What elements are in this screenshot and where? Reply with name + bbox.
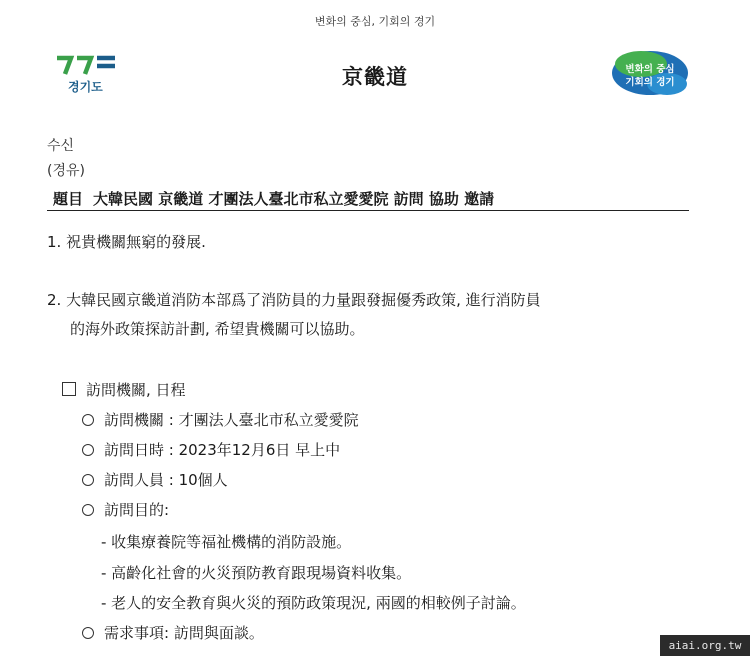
purpose-item: - 收集療養院等福祉機構的消防設施。: [101, 533, 352, 551]
badge-line-2: 기회의 경기: [625, 77, 675, 88]
subject-text: 大韓民國 京畿道 才團法人臺北市私立愛愛院 訪問 協助 邀請: [93, 190, 495, 208]
visit-item-text: 訪問目的:: [104, 501, 170, 519]
recipient-label: 수신: [47, 138, 75, 154]
purpose-item: - 老人的安全教育與火災的預防政策現況, 兩國的相較例子討論。: [101, 594, 526, 612]
document-title: 京畿道: [342, 65, 408, 89]
visit-item-text: 需求事項: 訪問與面談。: [104, 624, 264, 642]
circle-bullet-icon: [82, 444, 94, 456]
section-heading-text: 訪問機關, 日程: [86, 381, 186, 399]
circle-bullet-icon: [82, 414, 94, 426]
visit-item: [82, 499, 169, 520]
visit-item-text: 訪問機關 : 才團法人臺北市私立愛愛院: [104, 411, 359, 429]
subject-row: [47, 186, 689, 211]
checkbox-square-icon: [62, 382, 76, 396]
circle-bullet-icon: [82, 474, 94, 486]
visit-item-text: 訪問人員 : 10個人: [104, 471, 228, 489]
logo-text: 경기도: [68, 80, 103, 94]
visit-item-text: 訪問日時 : 2023年12月6日 早上中: [104, 441, 341, 459]
slogan-badge: [611, 50, 689, 96]
subject-label: 題目: [53, 190, 84, 208]
visit-item: [82, 439, 340, 460]
badge-line-1: 변화의 중심: [625, 64, 675, 75]
visit-item: [82, 469, 228, 490]
header-slogan: 변화의 중심, 기회의 경기: [314, 15, 436, 28]
paragraph-1: 1. 祝貴機關無窮的發展.: [47, 233, 206, 251]
circle-bullet-icon: [82, 504, 94, 516]
paragraph-2-line-1: 2. 大韓民國京畿道消防本部爲了消防員的力量跟發掘優秀政策, 進行消防員: [47, 291, 541, 309]
circle-bullet-icon: [82, 627, 94, 639]
visit-item: [82, 622, 264, 643]
visit-item: [82, 409, 359, 430]
via-label: (경유): [47, 163, 85, 179]
section-heading: [62, 379, 186, 400]
purpose-item: - 高齡化社會的火災預防教育跟現場資料收集。: [101, 564, 412, 582]
paragraph-2-line-2: 的海外政策探訪計劃, 希望貴機關可以協助。: [70, 320, 365, 338]
watermark: aiai.org.tw: [660, 635, 750, 656]
